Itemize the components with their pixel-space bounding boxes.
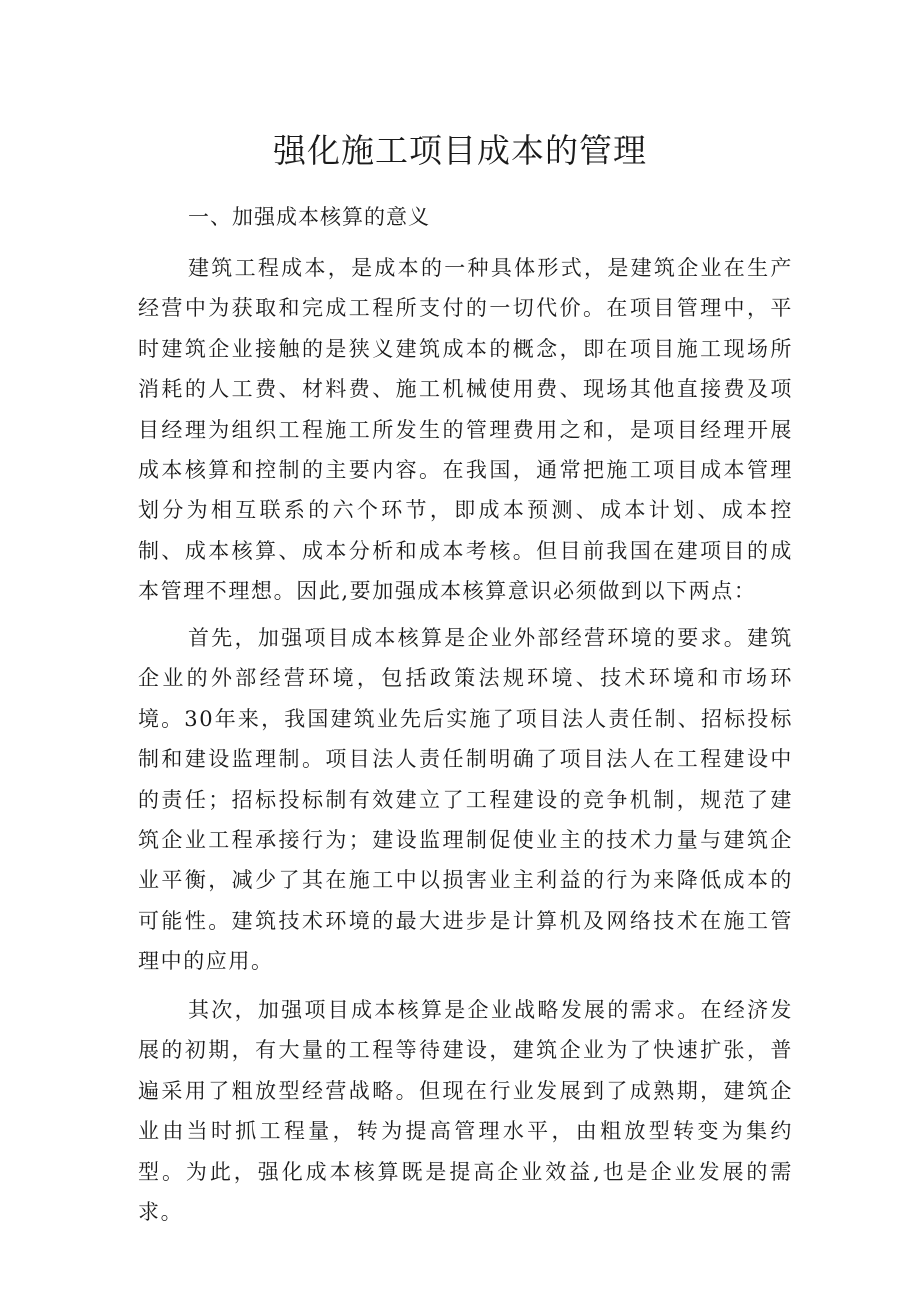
document-title: 强化施工项目成本的管理 [273, 131, 647, 170]
paragraph-3: 其次，加强项目成本核算是企业战略发展的需求。在经济发展的初期，有大量的工程等待建设，建筑企业为了快速扩张，普遍采用了粗放型经营战略。但现在行业发展到了成熟期，建筑企业由当时抓工程量，转为提高管理水平，由粗放型转变为集约型。为此，强化成本核算既是提高企业效益,也是企业发展的需求。 [138, 998, 793, 1225]
section-heading: 一、加强成本核算的意义 [188, 205, 430, 229]
paragraph-1: 建筑工程成本，是成本的一种具体形式，是建筑企业在生产经营中为获取和完成工程所支付的一切代价。在项目管理中，平时建筑企业接触的是狭义建筑成本的概念，即在项目施工现场所消耗的人工费、材料费、施工机械使用费、现场其他直接费及项目经理为组织工程施工所发生的管理费用之和，是项目经理开展成本核算和控制的主要内容。在我国，通常把施工项目成本管理划分为相互联系的六个环节，即成本预测、成本计划、成本控制、成本核算、成本分析和成本考核。但目前我国在建项目的成本管理不理想。因此,要加强成本核算意识必须做到以下两点： [138, 256, 793, 604]
paragraph-2: 首先，加强项目成本核算是企业外部经营环境的要求。建筑企业的外部经营环境，包括政策法规环境、技术环境和市场环境。30年来，我国建筑业先后实施了项目法人责任制、招标投标制和建设监理制。项目法人责任制明确了项目法人在工程建设中的责任；招标投标制有效建立了工程建设的竞争机制，规范了建筑企业工程承接行为；建设监理制促使业主的技术力量与建筑企业平衡，减少了其在施工中以损害业主利益的行为来降低成本的可能性。建筑技术环境的最大进步是计算机及网络技术在施工管理中的应用。 [138, 626, 793, 974]
